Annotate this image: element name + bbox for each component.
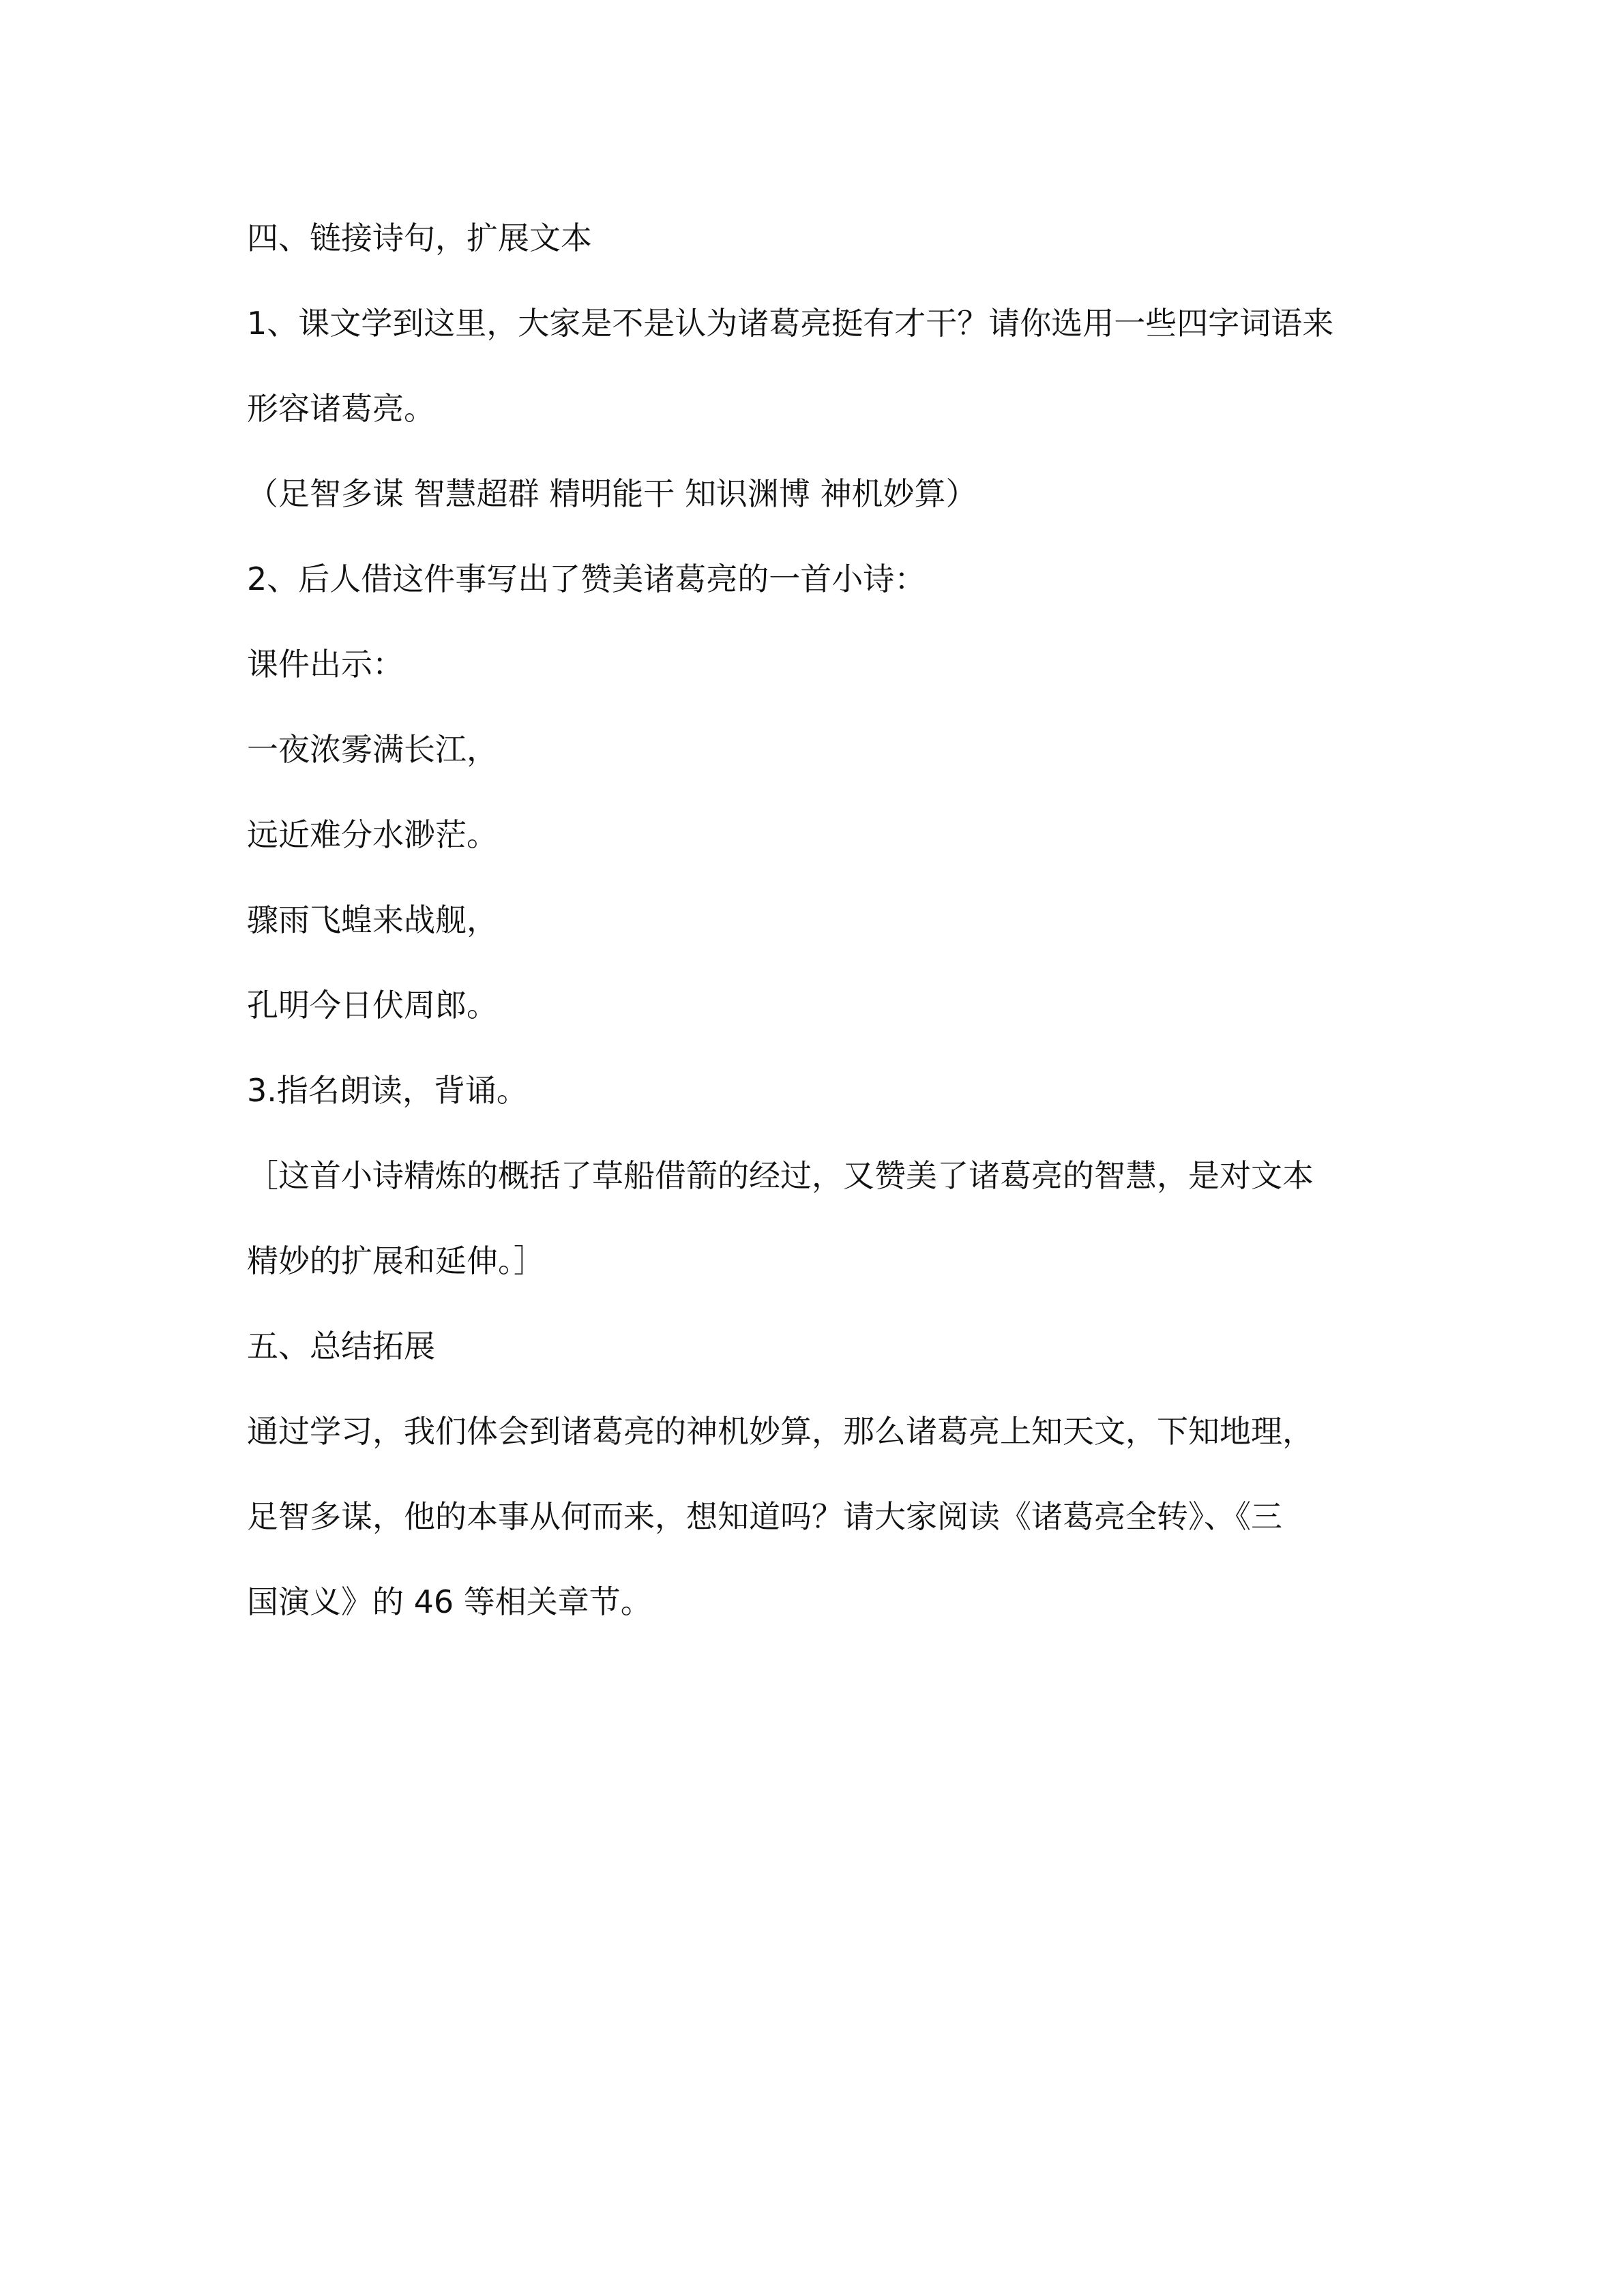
poem-line: 孔明今日伏周郎。 [247,987,498,1024]
annotation-line: ［这首小诗精炼的概括了草船借箭的经过，又赞美了诸葛亮的智慧，是对文本 [247,1157,1314,1194]
paragraph-line: 1、课文学到这里，大家是不是认为诸葛亮挺有才干？请你选用一些四字词语来 [247,305,1334,342]
paragraph-line: 通过学习，我们体会到诸葛亮的神机妙算，那么诸葛亮上知天文，下知地理， [247,1413,1314,1450]
paragraph-line: 形容诸葛亮。 [247,390,435,427]
poem-line: 一夜浓雾满长江， [247,731,498,768]
paragraph-line: 足智多谋，他的本事从何而来，想知道吗？请大家阅读《诸葛亮全转》、《三 [247,1498,1282,1535]
paragraph-line: 课件出示： [247,646,404,683]
section-heading-five: 五、总结拓展 [247,1328,435,1365]
annotation-line: 精妙的扩展和延伸。］ [247,1242,545,1279]
document-body [247,217,1406,1623]
poem-line: 远近难分水渺茫。 [247,816,498,853]
paragraph-line: 3.指名朗读，背诵。 [247,1072,528,1109]
paragraph-line: 2、后人借这件事写出了赞美诸葛亮的一首小诗： [247,561,926,597]
section-heading-four: 四、链接诗句，扩展文本 [247,220,592,256]
poem-line: 骤雨飞蝗来战舰， [247,901,498,938]
paragraph-line: 国演义》的 46 等相关章节。 [247,1583,652,1620]
idiom-list: （足智多谋 智慧超群 精明能干 知识渊博 神机妙算） [247,475,977,512]
